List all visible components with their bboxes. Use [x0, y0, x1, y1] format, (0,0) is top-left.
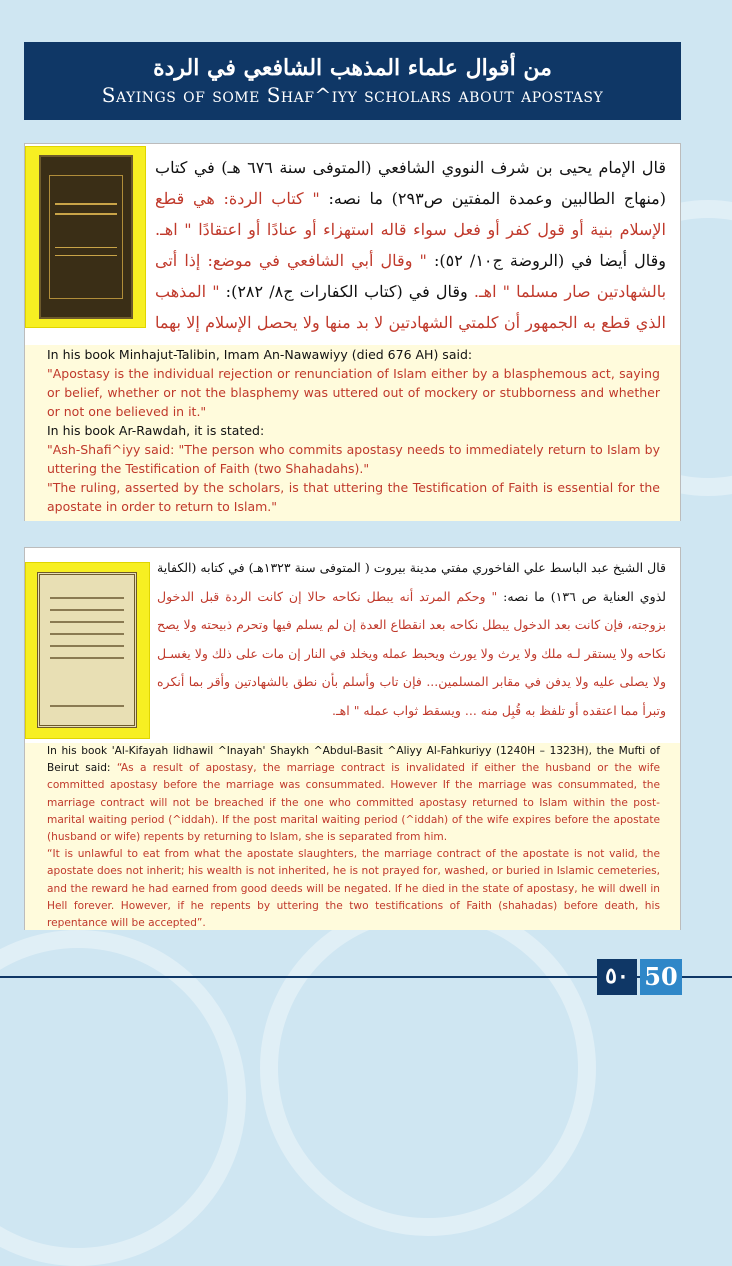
cover-text-line: [50, 645, 124, 647]
book-cover-frame: [25, 562, 150, 739]
arabic-text-segment: قال الإمام يحيى بن شرف النووي الشافعي (المتوفى سنة ٦٧٦ هـ) في كتاب (منهاج الطالبين وعمدة المفتين ص٢٩٣) ما نصه:: [155, 158, 666, 208]
book-cover-border: [49, 175, 123, 299]
page-number: 50: [640, 959, 682, 995]
cover-text-line: [50, 657, 124, 659]
cover-title-line: [55, 247, 117, 248]
arabic-text-segment: وقال أيضا في (الروضة ج١٠/ ٥٢):: [426, 251, 667, 270]
quote-card-nawawiyy: [24, 143, 681, 521]
page-title-english: Sayings of some Shaf^iyy scholars about apostasy: [101, 83, 604, 107]
page-header: [24, 42, 681, 120]
english-quote: "Ash-Shafi^iyy said: "The person who commits apostasy needs to immediately return to Islam by uttering the Testification of Faith (two Shahadahs).": [47, 442, 660, 476]
english-intro: In his book Minhajut-Talibin, Imam An-Nawawiyy (died 676 AH) said:: [47, 347, 473, 362]
cover-text-line: [50, 621, 124, 623]
cover-text-line: [50, 597, 124, 599]
arabic-quote-segment: " المذهب الذي قطع به الجمهور أن كلمتي الشهادتين لا بد منها ولا يحصل الإسلام إلا بهما: [155, 282, 666, 332]
english-quote: "Apostasy is the individual rejection or renunciation of Islam either by a blasphemous act, saying or belief, whether or not the blasphemy was uttered out of mockery or stubborness and whether or not one believed in it.": [47, 366, 660, 419]
arabic-quote: [155, 152, 666, 369]
english-quote: "The ruling, asserted by the scholars, is that uttering the Testification of Faith is essential for the apostate in order to return to Islam.": [47, 480, 660, 514]
english-quote: “As a result of apostasy, the marriage contract is invalidated if either the husband or the wife committed apostasy before the marriage was consummated. However If the marriage was consummated, the marriage contract will not be breached if the one who committed apostasy returned to Islam within the post-marital waiting period (^iddah). If the post marital waiting period (^iddah) of the wife expires before the apostate (husband or wife) repents by returning to Islam, she is separated from him.: [47, 762, 660, 844]
book-cover-image: [39, 155, 133, 319]
arabic-quote-segment: " كتاب الردة: هي قطع الإسلام بنية أو قول كفر أو فعل سواء قاله استهزاء أو عنادًا أو اعتقادًا " اهـ.: [155, 189, 666, 239]
book-cover-frame: [25, 146, 146, 328]
background-ornament: [0, 930, 246, 1266]
cover-title-line: [55, 213, 117, 215]
arabic-quote: [157, 554, 666, 725]
page-number-arabic: ٥٠: [597, 959, 637, 995]
arabic-quote-segment: " وحكم المرتد أنه يبطل نكاحه حالا إن كانت الردة قبل الدخول بزوجته، فإن كانت بعد الدخول يبطل نكاحه بعد انقطاع العدة إن لم يسلم فيها وتحرم ذبيحته ولا يصح نكاحه ولا يستقر لـه ملك ولا يرث ولا يورث ويحبط عمله ويخلد في النار إن مات على ذلك ولا يغسـل ولا يصلى عليه ولا يدفن في مقابر المسلمين... فإن تاب وأسلم بأن نطق بالشهادتين وأقر بما أنكره وتبرأ مما اعتقده أو تلفظ به قُبِل منه ... ويسقط ثواب عمله " اهـ.: [157, 588, 666, 718]
arabic-quote-segment: " وقال أبي الشافعي في موضع: إذا أتى بالشهادتين صار مسلما " اهـ.: [155, 251, 667, 301]
cover-text-line: [50, 633, 124, 635]
arabic-text-segment: وقال في (كتاب الكفارات ج٨/ ٢٨٢):: [219, 282, 468, 301]
arabic-text-segment: قال الشيخ عبد الباسط علي الفاخوري مفتي مدينة بيروت ( المتوفى سنة ١٣٢٣هـ) في كتابه (الكفاية لذوي العناية ص ١٣٦) ما نصه:: [157, 560, 667, 604]
quote-card-fakhuriyy: [24, 547, 681, 930]
english-intro: In his book Ar-Rawdah, it is stated:: [47, 423, 265, 438]
cover-text-line: [50, 609, 124, 611]
english-translation: [25, 345, 680, 521]
page-title-arabic: من أقوال علماء المذهب الشافعي في الردة: [153, 55, 552, 81]
cover-title-line: [55, 203, 117, 205]
book-cover-image: [37, 572, 137, 728]
english-intro: In his book 'Al-Kifayah lidhawil ^Inayah' Shaykh ^Abdul-Basit ^Aliyy Al-Fahkuriyy (1240H – 1323H), the Mufti of Beirut said:: [47, 745, 660, 775]
cover-text-line: [50, 705, 124, 707]
english-quote: “It is unlawful to eat from what the apostate slaughters, the marriage contract of the apostate is not valid, the apostate does not inherit; his wealth is not inherited, he is not prayed for, washed, or buried in Islamic cemeteries, and the reward he had earned from good deeds will be negated. If he died in the state of apostasy, he will dwell in Hell forever. However, if he repents by uttering the two testifications of Faith (shahadas) before death, his repentance will be accepted”.: [47, 848, 660, 930]
english-paragraph: [47, 743, 660, 846]
english-translation: [25, 743, 680, 930]
background-ornament: [260, 900, 596, 1236]
cover-title-line: [55, 255, 117, 256]
